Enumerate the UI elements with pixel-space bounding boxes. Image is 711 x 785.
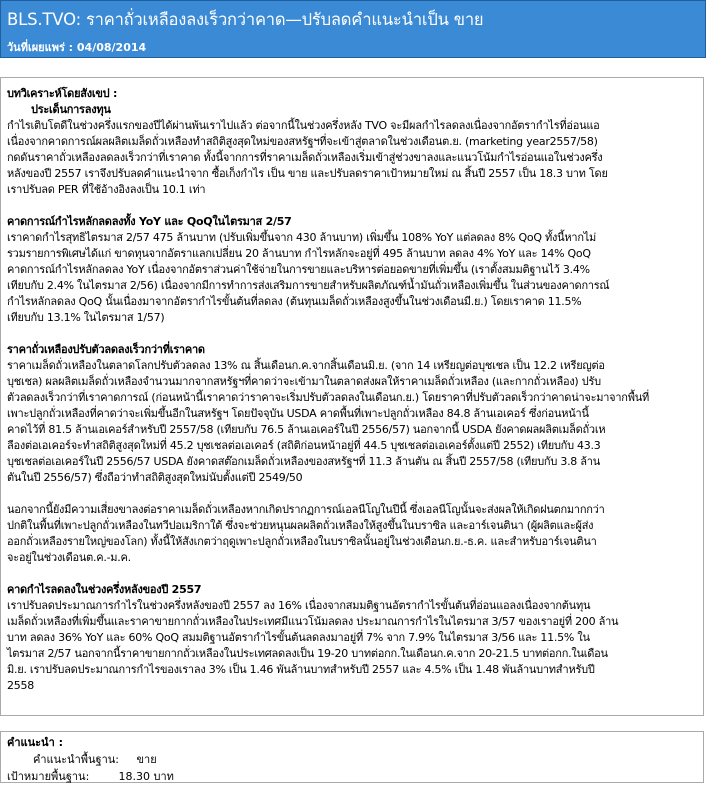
target-price-row — [7, 768, 697, 785]
text-line: บุชเชล) ผลผลิตเมล็ดถั่วเหลืองจำนวนมากจากสหรัฐฯที่คาดว่าจะเข้ามาในตลาดส่งผลให้ราคาเมล็ดถั่วเหลือง (และกากถั่วเหลือง) ปรับ — [7, 375, 601, 388]
recommendation-heading: คำแนะนำ : — [7, 736, 63, 749]
text-line: 2558 — [7, 679, 34, 692]
text-line: เราคาดกำไรสุทธิไตรมาส 2/57 475 ล้านบาท (ปรับเพิ่มขึ้นจาก 430 ล้านบาท) เพิ่มขึ้น 108% YoY แต่ลดลง 8% QoQ ทั้งนี้หากไม่ — [7, 231, 597, 244]
text-line: ออกถั่วเหลืองรายใหญ่ของโลก) ทั้งนี้ให้สังเกตว่าฤดูเพาะปลูกถั่วเหลืองในบราซิลนั้นอยู่ในช่วงเดือนก.ย.-ธ.ค. และสำหรับอาร์เจนตินา — [7, 535, 597, 548]
analysis-heading: บทวิเคราะห์โดยสังเขป : — [7, 87, 118, 100]
recommendation-box — [0, 731, 704, 783]
basic-recommendation-value: ขาย — [136, 753, 157, 766]
text-line: หลังของปี 2557 เราจึงปรับลดคำแนะนำจาก ซื้อเก็งกำไร เป็น ขาย และปรับลดราคาเป้าหมายใหม่ ณ สิ้นปี 2557 เป็น 18.3 บาท โดย — [7, 167, 608, 180]
text-line: ปกติในพื้นที่เพาะปลูกถั่วเหลืองในทวีปอเมริกาใต้ ซึ่งจะช่วยหนุนผลผลิตถั่วเหลืองให้สูงขึ้นในบราซิล และอาร์เจนตินา (ผู้ผลิตและผู้ส่ง — [7, 519, 594, 532]
text-line: กำไรเติบโตดีในช่วงครึ่งแรกของปีได้ผ่านพ้นเราไปแล้ว ต่อจากนี้ในช่วงครึ่งหลัง TVO จะมีผลกำไรลดลงเนื่องจากอัตรากำไรที่อ่อนแอ — [7, 119, 600, 132]
text-line: เราปรับลดประมาณการกำไรในช่วงครึ่งหลังของปี 2557 ลง 16% เนื่องจากสมมติฐานอัตรากำไรขั้นต้นที่อ่อนแอลงเนื่องจากต้นทุน — [7, 599, 591, 612]
text-line: เพาะปลูกถั่วเหลืองที่คาดว่าจะเพิ่มขึ้นอีกในสหรัฐฯ โดยปัจจุบัน USDA คาดพื้นที่เพาะปลูกถั่วเหลือง 84.8 ล้านเอเคอร์ ซึ่งก่อนหน้านี้ — [7, 407, 589, 420]
section-heading: คาดการณ์กำไรหลักลดลงทั้ง YoY และ QoQในไตรมาส 2/57 — [7, 215, 292, 228]
publish-date: วันที่เผยแพร่ : 04/08/2014 — [7, 41, 147, 54]
text-line: ราคาเมล็ดถั่วเหลืองในตลาดโลกปรับตัวลดลง 13% ณ สิ้นเดือนก.ค.จากสิ้นเดือนมิ.ย. (จาก 14 เหรียญต่อบุชเชล เป็น 12.2 เหรียญต่อ — [7, 359, 605, 372]
text-line: นอกจากนี้ยังมีความเสี่ยงขาลงต่อราคาเมล็ดถั่วเหลืองหากเกิดปรากฏการณ์เอลนีโญในปีนี้ ซึ่งเอลนีโญนั้นจะส่งผลให้เกิดฝนตกมากกว่า — [7, 503, 605, 516]
basic-recommendation-row — [7, 751, 697, 768]
text-line: มิ.ย. เราปรับลดประมาณการกำไรของเราลง 3% เป็น 1.46 พันล้านบาทสำหรับปี 2557 และ 4.5% เป็น 1.48 พันล้านบาทสำหรับปี — [7, 663, 595, 676]
investment-heading: ประเด็นการลงทุน — [31, 103, 111, 116]
text-line: คาดการณ์กำไรหลักลดลง YoY เนื่องจากอัตราส่วนค่าใช้จ่ายในการขายและบริหารต่อยอดขายที่เพิ่มขึ้น (เราตั้งสมมติฐานไว้ 3.4% — [7, 263, 590, 276]
text-line: บุชเชลต่อเอเคอร์ในปี 2556/57 USDA ยังคาดสต๊อกเมล็ดถั่วเหลืองของสหรัฐฯที่ 11.3 ล้านตัน ณ สิ้นปี 2557/58 (เทียบกับ 3.8 ล้าน — [7, 455, 600, 468]
text-line: เทียบกับ 2.4% ในไตรมาส 2/56) เนื่องจากมีการทำการส่งเสริมการขายสำหรับผลิตภัณฑ์น้ำมันถั่วเหลืองเพิ่มขึ้น ในส่วนของคาดการณ์ — [7, 279, 610, 292]
text-line: คาดไว้ที่ 81.5 ล้านเอเคอร์สำหรับปี 2557/58 (เทียบกับ 76.5 ล้านเอเคอร์ในปี 2556/57) นอกจากนี้ USDA ยังคาดผลผลิตเมล็ดถั่วเห — [7, 423, 606, 436]
analysis-box — [0, 77, 704, 716]
intro-paragraph — [7, 118, 697, 198]
text-line: เทียบกับ 13.1% ในไตรมาส 1/57) — [7, 311, 165, 324]
text-line: ไตรมาส 2/57 นอกจากนี้ราคาขายกากถั่วเหลืองในประเทศลดลงเป็น 19-20 บาทต่อกก.ในเดือนก.ค.จาก 20-21.5 บาทต่อกก.ในเดือน — [7, 647, 608, 660]
text-line: ตัวลดลงเร็วกว่าที่เราคาดการณ์ (ก่อนหน้านี้เราคาดว่าราคาจะเริ่มปรับตัวลดลงในเดือนก.ย.) โดยราคาที่ปรับตัวลดเร็วกว่าคาดน่าจะมาจากพื้นที่ — [7, 391, 649, 404]
text-line: กำไรหลักลดลง QoQ นั้นเนื่องมาจากอัตรากำไรขั้นต้นที่ลดลง (ต้นทุนเมล็ดถั่วเหลืองสูงขึ้นในช่วงเดือนมี.ย.) โดยเราคาด 11.5% — [7, 295, 582, 308]
text-line: บาท ลดลง 36% YoY และ 60% QoQ สมมติฐานอัตรากำไรขั้นต้นลดลงมาอยู่ที่ 7% จาก 7.9% ในไตรมาส 3/56 และ 11.5% ใน — [7, 631, 590, 644]
section-heading: คาดกำไรลดลงในช่วงครึ่งหลังของปี 2557 — [7, 583, 202, 596]
text-line: เมล็ดถั่วเหลืองที่เพิ่มขึ้นและราคาขายกากถั่วเหลืองในประเทศมีแนวโน้มลดลง ประมาณการกำไรในไตรมาส 3/57 ของเราอยู่ที่ 200 ล้าน — [7, 615, 619, 628]
text-line: เราปรับลด PER ที่ใช้อ้างอิงลงเป็น 10.1 เท่า — [7, 183, 206, 196]
text-line: เนื่องจากคาดการณ์ผลผลิตเมล็ดถั่วเหลืองทำสถิติสูงสุดใหม่ของสหรัฐฯที่จะเข้าสู่ตลาดในช่วงเดือนต.ย. (marketing year2557/58) — [7, 135, 598, 148]
section-paragraph — [7, 230, 697, 326]
text-line: ตันในปี 2556/57) ซึ่งถือว่าทำสถิติสูงสุดใหม่นับตั้งแต่ปี 2549/50 — [7, 471, 303, 484]
page-title: BLS.TVO: ราคาถั่วเหลืองลงเร็วกว่าคาด—ปรับลดคำแนะนำเป็น ขาย — [7, 10, 484, 29]
target-price-label: เป้าหมายพื้นฐาน: — [7, 770, 90, 783]
basic-recommendation-label: คำแนะนำพื้นฐาน: — [33, 753, 119, 766]
section-paragraph — [7, 358, 697, 486]
target-price-value: 18.30 บาท — [118, 770, 174, 783]
text-line: ลืองต่อเอเคอร์จะทำสถิติสูงสุดใหม่ที่ 45.2 บุชเชลต่อเอเคอร์ (สถิติก่อนหน้าอยู่ที่ 44.5 บุชเชลต่อเอเคอร์ตั้งแต่ปี 2552) เทียบกับ 43.3 — [7, 439, 601, 452]
text-line: กดดันราคาถั่วเหลืองลดลงเร็วกว่าที่เราคาด ทั้งนี้จากการที่ราคาเมล็ดถั่วเหลืองเริ่มเข้าสู่ช่วงขาลงและแนวโน้มกำไรอ่อนแอในช่วงครึ่ง — [7, 151, 603, 164]
text-line: รวมรายการพิเศษได้แก่ ขาดทุนจากอัตราแลกเปลี่ยน 20 ล้านบาท กำไรหลักจะอยู่ที่ 495 ล้านบาท ลดลง 4% YoY และ 14% QoQ — [7, 247, 591, 260]
text-line: จะอยู่ในช่วงเดือนต.ค.-ม.ค. — [7, 551, 131, 564]
header-banner — [0, 0, 706, 58]
section-heading: ราคาถั่วเหลืองปรับตัวลดลงเร็วกว่าที่เราคาด — [7, 343, 205, 356]
section-paragraph — [7, 502, 697, 566]
section-paragraph — [7, 598, 697, 694]
